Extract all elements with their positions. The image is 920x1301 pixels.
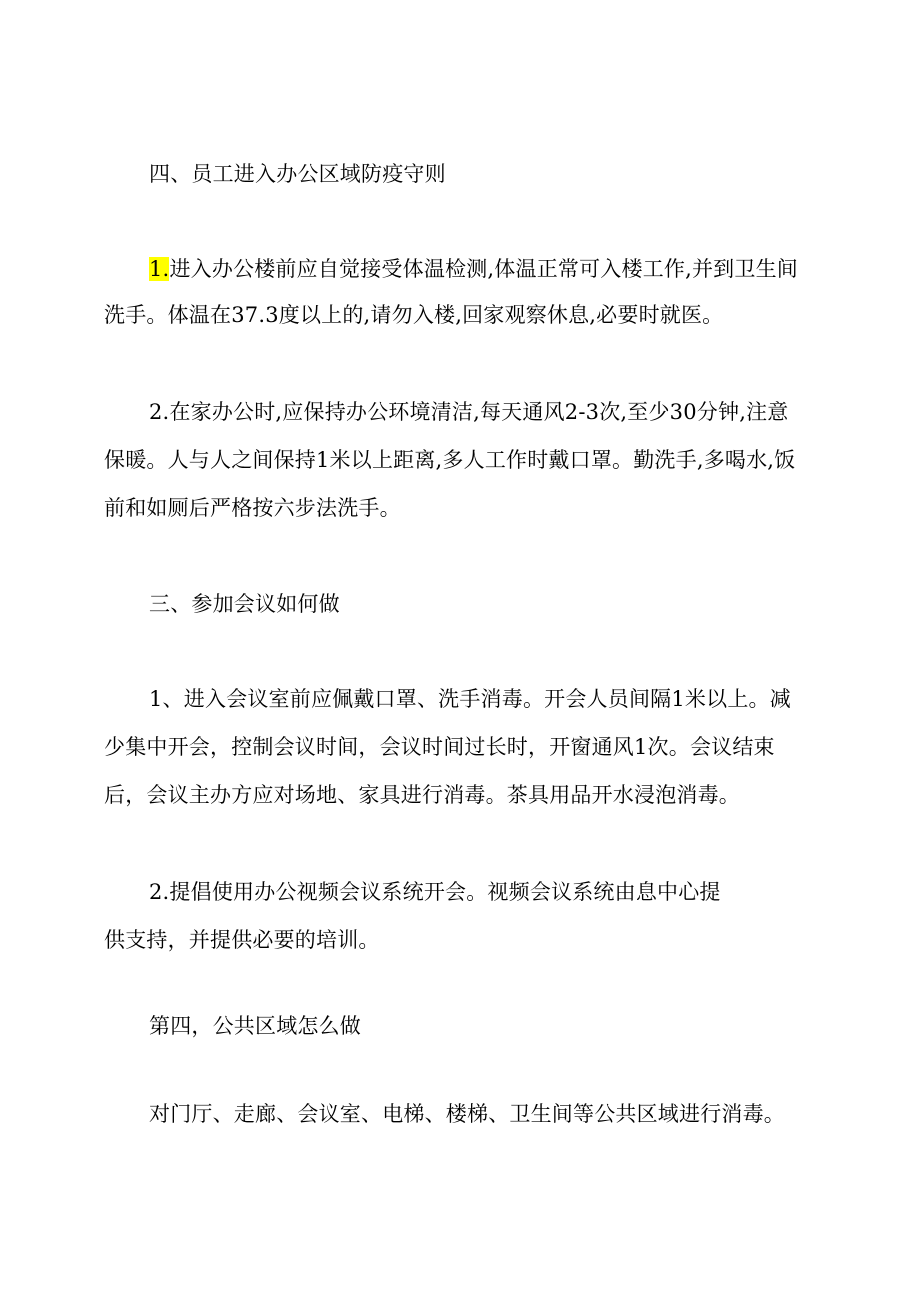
paragraph-line: 1、进入会议室前应佩戴口罩、洗手消毒。开会人员间隔1米以上。减 xyxy=(149,687,791,711)
paragraph-line xyxy=(149,255,798,283)
paragraph-text: 进入办公楼前应自觉接受体温检测,体温正常可入楼工作,并到卫生间 xyxy=(169,257,798,281)
paragraph-line: 前和如厕后严格按六步法洗手。 xyxy=(104,496,401,520)
paragraph-line: 供支持，并提供必要的培训。 xyxy=(104,928,380,952)
paragraph-line: 洗手。体温在37.3度以上的,请勿入楼,回家观察休息,必要时就医。 xyxy=(104,303,724,327)
paragraph-line: 2.提倡使用办公视频会议系统开会。视频会议系统由息中心提 xyxy=(149,880,721,904)
highlighted-marker: 1. xyxy=(149,257,170,281)
paragraph-line: 后，会议主办方应对场地、家具进行消毒。茶具用品开水浸泡消毒。 xyxy=(104,783,740,807)
paragraph-line: 对门厅、走廊、会议室、电梯、楼梯、卫生间等公共区域进行消毒。 xyxy=(149,1102,785,1126)
paragraph-line: 少集中开会，控制会议时间，会议时间过长时，开窗通风1次。会议结束 xyxy=(104,735,775,759)
section-heading: 四、员工进入办公区域防疫守则 xyxy=(149,162,446,186)
section-heading: 三、参加会议如何做 xyxy=(149,592,340,616)
section-heading: 第四，公共区域怎么做 xyxy=(149,1014,361,1038)
paragraph-line: 保暖。人与人之间保持1米以上距离,多人工作时戴口罩。勤洗手,多喝水,饭 xyxy=(104,448,796,472)
paragraph-line: 2.在家办公时,应保持办公环境清洁,每天通风2-3次,至少30分钟,注意 xyxy=(149,400,789,424)
